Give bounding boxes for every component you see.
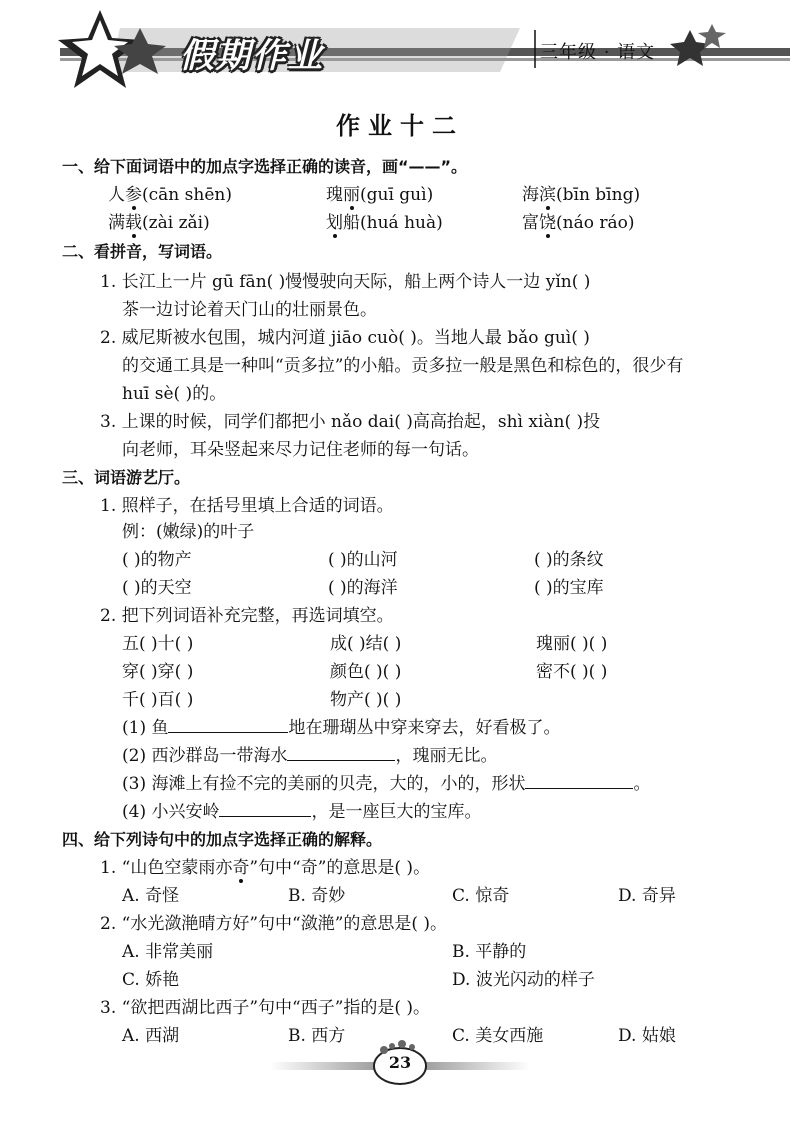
s3-fill-item: ( )的天空	[122, 578, 192, 598]
star-decoration-icon	[58, 10, 166, 88]
s3-word-item: 穿( )穿( )	[122, 662, 194, 682]
s4-q2: 2. “水光潋滟晴方好”句中“潋滟”的意思是( )。	[100, 914, 448, 934]
header-banner	[0, 0, 800, 110]
s3-word-item: 五( )十( )	[122, 634, 194, 654]
s4-q1-option-d: D. 奇异	[618, 886, 676, 906]
s3-word-item: 颜色( )( )	[330, 662, 402, 682]
brand-title: 假期作业	[180, 36, 324, 76]
s2-q3-line1: 3. 上课的时候，同学们都把小 nǎo dai( )高高抬起，shì xiàn( )投	[100, 412, 601, 432]
s3-fill-item: ( )的物产	[122, 550, 192, 570]
s4-q2-option-c: C. 娇艳	[122, 970, 180, 990]
s1-item: 海滨(bīn bīng)	[522, 185, 641, 205]
s3-word-item: 瑰丽( )( )	[536, 634, 608, 654]
s4-q3-option-d: D. 姑娘	[618, 1026, 676, 1046]
s3-fill-item: ( )的宝库	[534, 578, 604, 598]
s3-sentence-3: (3) 海滩上有捡不完的美丽的贝壳，大的，小的，形状 。	[122, 774, 651, 794]
s4-q3: 3. “欲把西湖比西子”句中“西子”指的是( )。	[100, 998, 431, 1018]
s3-fill-item: ( )的山河	[328, 550, 398, 570]
section1-heading: 一、给下面词语中的加点字选择正确的读音，画“——”。	[62, 157, 468, 176]
s3-word-item: 成( )结( )	[330, 634, 402, 654]
page-number: 23	[388, 1053, 412, 1072]
s2-q3-line2: 向老师，耳朵竖起来尽力记住老师的每一句话。	[122, 440, 479, 460]
s2-q1-line1: 1. 长江上一片 gū fān( )慢慢驶向天际，船上两个诗人一边 yǐn( )	[100, 272, 591, 292]
s4-q2-option-a: A. 非常美丽	[122, 942, 214, 962]
s2-q2-line2: 的交通工具是一种叫“贡多拉”的小船。贡多拉一般是黑色和棕色的，很少有	[122, 356, 684, 376]
s3-word-item: 密不( )( )	[536, 662, 608, 682]
s3-word-item: 千( )百( )	[122, 690, 194, 710]
page-title: 作业十二	[336, 111, 464, 140]
s1-item: 满载(zài zǎi)	[108, 213, 210, 233]
s1-item: 人参(cān shēn)	[108, 185, 232, 205]
header-decoration	[0, 0, 800, 110]
s3-q1: 1. 照样子，在括号里填上合适的词语。	[100, 496, 394, 516]
s4-q1-option-a: A. 奇怪	[122, 886, 180, 906]
s2-q2-line1: 2. 威尼斯被水包围，城内河道 jiāo cuò( )。当地人最 bǎo guì( )	[100, 328, 590, 348]
s3-fill-item: ( )的海洋	[328, 578, 398, 598]
s4-q1-option-b: B. 奇妙	[288, 886, 346, 906]
s3-fill-item: ( )的条纹	[534, 550, 604, 570]
s4-q3-option-a: A. 西湖	[122, 1026, 180, 1046]
s3-example: 例：(嫩绿)的叶子	[122, 522, 255, 542]
s4-q3-option-b: B. 西方	[288, 1026, 346, 1046]
s4-q1-option-c: C. 惊奇	[452, 886, 510, 906]
s1-item: 富饶(náo ráo)	[522, 213, 635, 233]
section2-heading: 二、看拼音，写词语。	[62, 242, 223, 261]
section3-heading: 三、词语游艺厅。	[62, 468, 191, 487]
s2-q2-line3: huī sè( )的。	[122, 384, 227, 404]
s1-item: 瑰丽(guī guì)	[326, 185, 434, 205]
grade-subject: 三年级 · 语文	[540, 42, 656, 63]
s3-sentence-1: (1) 鱼 地在珊瑚丛中穿来穿去，好看极了。	[122, 718, 561, 738]
s4-q1: 1. “山色空蒙雨亦奇”句中“奇”的意思是( )。	[100, 858, 431, 878]
s4-q2-option-b: B. 平静的	[452, 942, 527, 962]
s2-q1-line2: 茶一边讨论着天门山的壮丽景色。	[122, 300, 377, 320]
s3-word-item: 物产( )( )	[330, 690, 402, 710]
s3-sentence-2: (2) 西沙群岛一带海水 ，瑰丽无比。	[122, 746, 498, 766]
s3-q2: 2. 把下列词语补充完整，再选词填空。	[100, 606, 394, 626]
s4-q2-option-d: D. 波光闪动的样子	[452, 970, 595, 990]
s1-item: 划船(huá huà)	[326, 213, 443, 233]
section4-heading: 四、给下列诗句中的加点字选择正确的解释。	[62, 830, 383, 849]
s3-sentence-4: (4) 小兴安岭 ，是一座巨大的宝库。	[122, 802, 482, 822]
s4-q3-option-c: C. 美女西施	[452, 1026, 544, 1046]
